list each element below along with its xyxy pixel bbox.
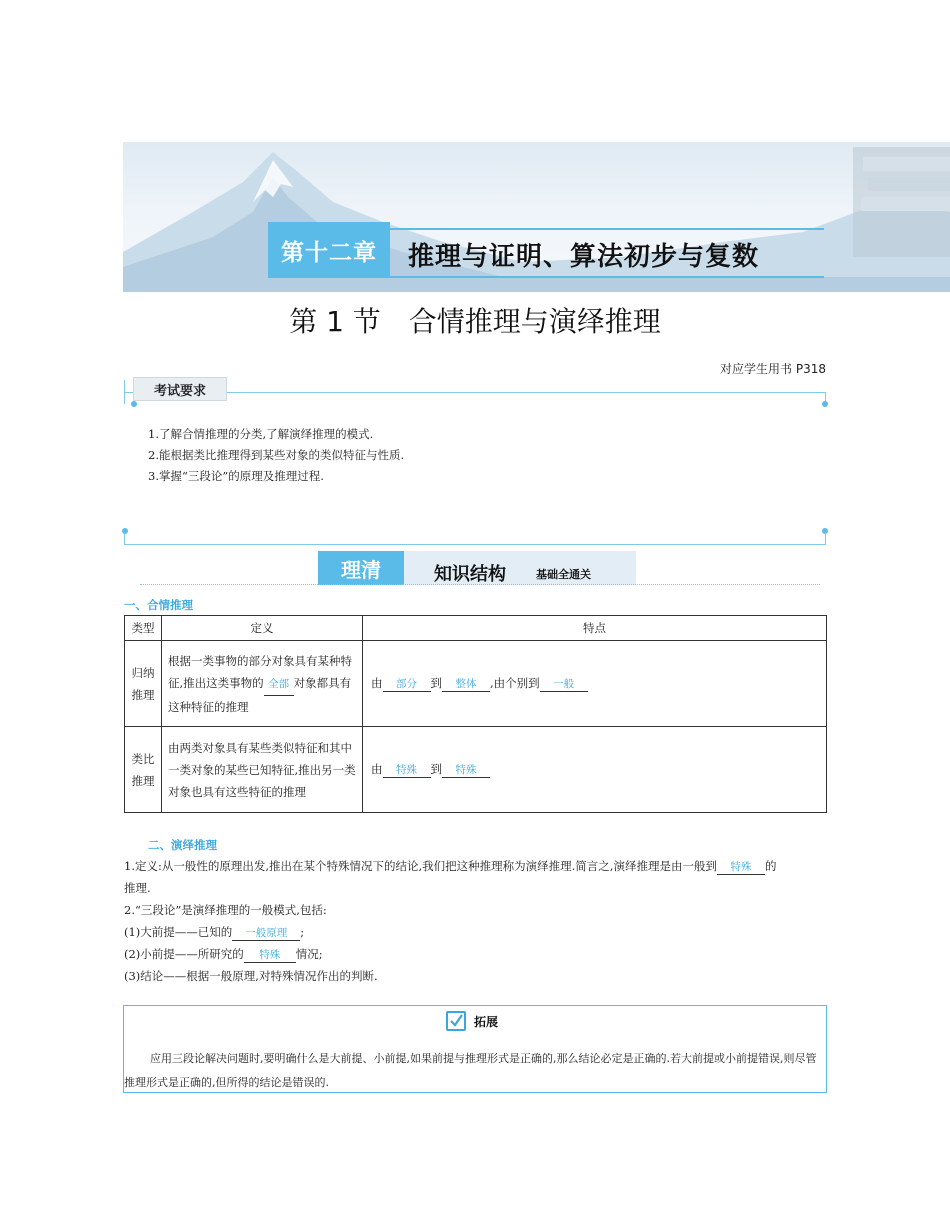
answer-blank: 全部: [264, 673, 294, 696]
table-row: [125, 641, 827, 727]
frame-bottom-line: [124, 544, 826, 545]
table-row: [125, 727, 827, 813]
chapter-rule-bottom: [390, 276, 824, 278]
table-header-row: [125, 616, 827, 641]
row-type: 类比推理: [125, 727, 162, 813]
book-reference: 对应学生用书 P318: [720, 362, 826, 376]
answer-blank: 特殊: [383, 762, 431, 778]
extension-title: 拓展: [446, 1011, 498, 1031]
frame-dot: [122, 528, 128, 534]
row-feature: 由 部分 到 整体 ,由个别到 一般: [363, 641, 827, 727]
checkmark-icon: [446, 1011, 466, 1031]
answer-blank: 整体: [442, 676, 490, 692]
major-premise: (1)大前提——已知的 一般原理 ;: [124, 925, 305, 939]
part2-heading: 二、演绎推理: [148, 838, 217, 852]
syllogism-intro: 2.“三段论”是演绎推理的一般模式,包括:: [124, 903, 327, 917]
answer-blank: 部分: [383, 676, 431, 692]
requirement-item: 2.能根据类比推理得到某些对象的类似特征与性质.: [148, 448, 405, 462]
answer-blank: 特殊: [442, 762, 490, 778]
frame-dot: [822, 401, 828, 407]
answer-blank: 特殊: [717, 859, 765, 875]
table-header: 定义: [162, 616, 363, 641]
answer-blank: 一般原理: [232, 925, 300, 941]
table-header: 特点: [363, 616, 827, 641]
requirements-tab: 考试要求: [133, 377, 227, 401]
frame-dot: [131, 401, 137, 407]
answer-blank: 特殊: [244, 947, 296, 963]
requirement-item: 3.掌握“三段论”的原理及推理过程.: [148, 469, 324, 483]
extension-text: 应用三段论解决问题时,要明确什么是大前提、小前提,如果前提与推理形式是正确的,那么结论必定是正确的.若大前提或小前提错误,则尽管推理形式是正确的,但所得的结论是错误的.: [124, 1052, 817, 1089]
section-title: 第 1 节 合情推理与演绎推理: [289, 305, 661, 338]
knowledge-subtitle: 基础全通关: [536, 568, 591, 581]
definition-line: 1.定义:从一般性的原理出发,推出在某个特殊情况下的结论,我们把这种推理称为演绎推理.简言之,演绎推理是由一般到 特殊 的: [124, 859, 777, 873]
requirement-item: 1.了解合情推理的分类,了解演绎推理的模式.: [148, 427, 374, 441]
part1-heading: 一、合情推理: [124, 598, 193, 612]
conclusion-line: (3)结论——根据一般原理,对特殊情况作出的判断.: [124, 969, 378, 983]
chapter-rule-top: [390, 228, 824, 230]
row-type: 归纳推理: [125, 641, 162, 727]
answer-blank: 一般: [540, 676, 588, 692]
chapter-title: 推理与证明、算法初步与复数: [408, 242, 760, 272]
knowledge-main-title: 知识结构: [434, 564, 506, 585]
row-definition: 根据一类事物的部分对象具有某种特征,推出这类事物的 全部 对象都具有这种特征的推理: [162, 641, 363, 727]
row-definition: 由两类对象具有某些类似特征和其中一类对象的某些已知特征,推出另一类对象也具有这些特征的推理: [162, 727, 363, 813]
minor-premise: (2)小前提——所研究的 特殊 情况;: [124, 947, 323, 961]
banner-dotted-rule: [140, 584, 820, 585]
knowledge-tag: 理清: [318, 551, 404, 585]
definition-continued: 推理.: [124, 881, 151, 895]
row-feature: 由 特殊 到 特殊: [363, 727, 827, 813]
chapter-label: 第十二章: [268, 222, 390, 278]
reasoning-table: [124, 615, 827, 813]
frame-top-line: [124, 392, 826, 393]
table-header: 类型: [125, 616, 162, 641]
